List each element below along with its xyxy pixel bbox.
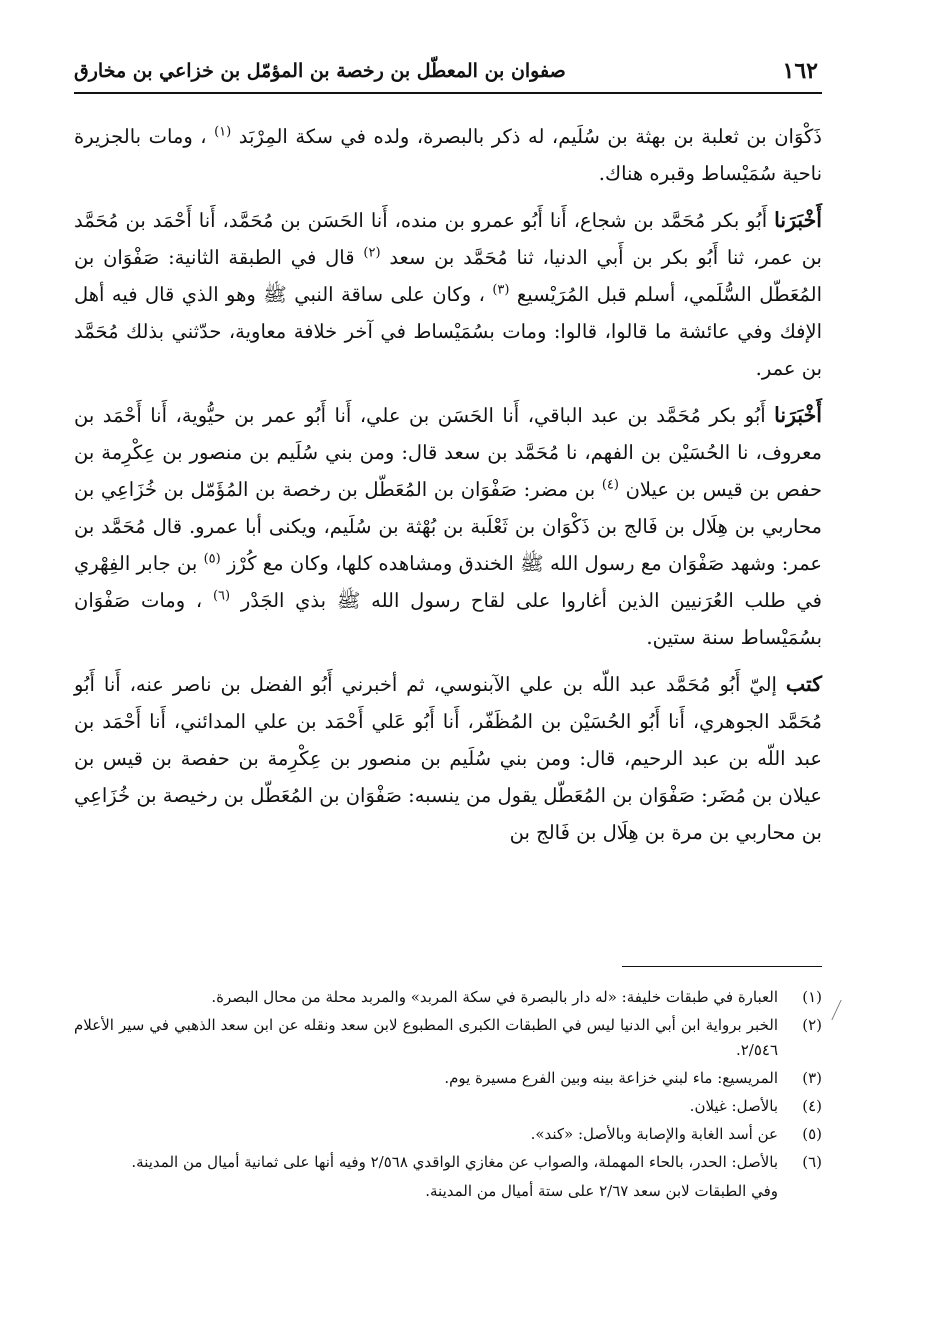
paragraph-2: [74, 202, 822, 387]
footnote-1: [74, 985, 822, 1010]
footnote-4: [74, 1094, 822, 1119]
footnote-continuation: وفي الطبقات لابن سعد ٢/٦٧ على ستة أميال من المدينة.: [425, 1182, 778, 1200]
paragraph-text: ، ومات بالجزيرة ناحية سُمَيْساط وقبره هناك.: [74, 125, 822, 185]
footnote-ref-6: (٦): [212, 588, 231, 604]
footnotes-section: [74, 985, 822, 1204]
paragraph-text: ، وكان على ساقة النبي ﷺ وهو الذي قال فيه أهل الإفك وفي عائشة ما قالوا، قالوا: ومات بسُمَيْساط في آخر خلافة معاوية، حدّثني بذلك مُحَمَّد بن عمر.: [74, 283, 822, 380]
footnote-text: بالأصل: الحدر، بالحاء المهملة، والصواب عن مغازي الواقدي ٢/٥٦٨ وفيه أنها على ثمانية أميال من المدينة.: [131, 1153, 778, 1171]
paragraph-lead-word: أَخْبَرَنا: [774, 403, 822, 427]
footnote-text: الخبر برواية ابن أبي الدنيا ليس في الطبقات الكبرى المطبوع لابن سعد ونقله عن ابن سعد الذهبي في سير الأعلام ٢/٥٤٦.: [74, 1016, 778, 1059]
footnote-5: [74, 1122, 822, 1147]
page-header: [74, 52, 822, 94]
footnote-number: (١): [802, 988, 822, 1006]
paragraph-lead-word: كتب: [785, 672, 822, 696]
footnote-6: [74, 1150, 822, 1175]
paragraph-text: أَبُو بكر مُحَمَّد بن عبد الباقي، أَنا الحَسَن بن علي، أَنا أَبُو عمر بن حيُّوية، أَنا أَحْمَد بن معروف، نا الحُسَيْن بن الفهم، نا مُحَمَّد بن سعد قال: ومن بني سُلَيم بن منصور بن عِكْرِمة بن حفص بن قيس بن عيلان: [74, 404, 823, 501]
paragraph-text: ، ومات صَفْوَان بسُمَيْساط سنة ستين.: [74, 589, 822, 649]
footnote-number: (٤): [802, 1097, 822, 1115]
footnote-2: [74, 1013, 822, 1063]
paragraph-3: [74, 397, 822, 656]
footnote-text: بالأصل: غيلان.: [689, 1097, 778, 1115]
footnote-divider: [622, 966, 822, 967]
paragraph-text: ذَكْوَان بن ثعلبة بن بهثة بن سُلَيم، له ذكر بالبصرة، ولده في سكة المِرْبَد: [238, 125, 822, 148]
page-number: ١٦٢: [782, 58, 818, 84]
paragraph-text: قال في الطبقة الثانية: صَفْوَان بن المُعَطّل السُّلَمي، أسلم قبل المُرَيْسيع: [74, 246, 822, 306]
footnote-ref-1: (١): [214, 124, 232, 140]
paragraph-1: [74, 118, 822, 192]
footnote-text: عن أسد الغابة والإصابة وبالأصل: «كند».: [530, 1125, 778, 1143]
footnote-number: (٣): [802, 1069, 822, 1087]
paragraph-text: إليّ أَبُو مُحَمَّد عبد اللّه بن علي الآبنوسي، ثم أخبرني أَبُو الفضل بن ناصر عنه، أَنا أَبُو مُحَمَّد الجوهري، أَنا أَبُو الحُسَيْن بن المُظَفّر، أَنا أَبُو عَلي أَحْمَد بن علي المدائني، أَنا أَحْمَد بن عبد اللّه بن عبد الرحيم، قال: ومن بني سُلَيم بن منصور بن عِكْرِمة بن حفصة بن قيس بن عيلان بن مُضَر: صَفْوَان بن المُعَطّل يقول من ينسبه: صَفْوَان بن المُعَطّل بن رخيصة بن خُزَاعِي بن محاربي بن مرة بن هِلَال بن فَالج بن: [74, 673, 822, 844]
footnote-text: المريسيع: ماء لبني خزاعة بينه وبين الفرع مسيرة يوم.: [444, 1069, 778, 1087]
footnote-ref-4: (٤): [601, 477, 619, 493]
paragraph-text: أَبُو بكر مُحَمَّد بن شجاع، أَنا أَبُو عمرو بن منده، أَنا الحَسَن بن مُحَمَّد، أَنا أَحْمَد بن مُحَمَّد بن عمر، ثنا أَبُو بكر بن أَبي الدنيا، ثنا مُحَمَّد بن سعد: [74, 209, 822, 269]
margin-pencil-mark: [831, 1000, 851, 1020]
footnote-text: العبارة في طبقات خليفة: «له دار بالبصرة في سكة المربد» والمربد محلة من محال البصرة.: [211, 988, 778, 1006]
footnote-number: (٥): [802, 1125, 822, 1143]
footnote-number: (٢): [802, 1016, 822, 1034]
running-title: صفوان بن المعطّل بن رخصة بن المؤمّل بن خزاعي بن مخارق: [74, 60, 566, 82]
footnote-ref-3: (٣): [492, 282, 510, 298]
footnote-number: (٦): [802, 1153, 822, 1171]
paragraph-lead-word: أَخْبَرَنا: [774, 208, 822, 232]
footnote-3: [74, 1066, 822, 1091]
paragraph-text: بن مضر: صَفْوَان بن المُعَطّل بن رخصة بن المُؤَمّل بن خُزَاعِي بن محاربي بن هِلَال بن فَالج بن ذَكْوَان بن ثَعْلَبة بن بُهْثة بن سُلَيم، ويكنى أبا عمرو. قال مُحَمَّد بن عمر: وشهد صَفْوَان مع رسول الله ﷺ الخندق ومشاهده كلها، وكان مع كُرْز: [74, 478, 822, 575]
paragraph-text: بن جابر الفِهْري في طلب العُرَنيين الذين أغاروا على لقاح رسول الله ﷺ بذي الجَدْر: [74, 552, 822, 612]
footnote-ref-5: (٥): [203, 551, 221, 567]
footnote-ref-2: (٢): [363, 245, 381, 261]
main-text: [74, 118, 822, 851]
paragraph-4: [74, 666, 822, 851]
